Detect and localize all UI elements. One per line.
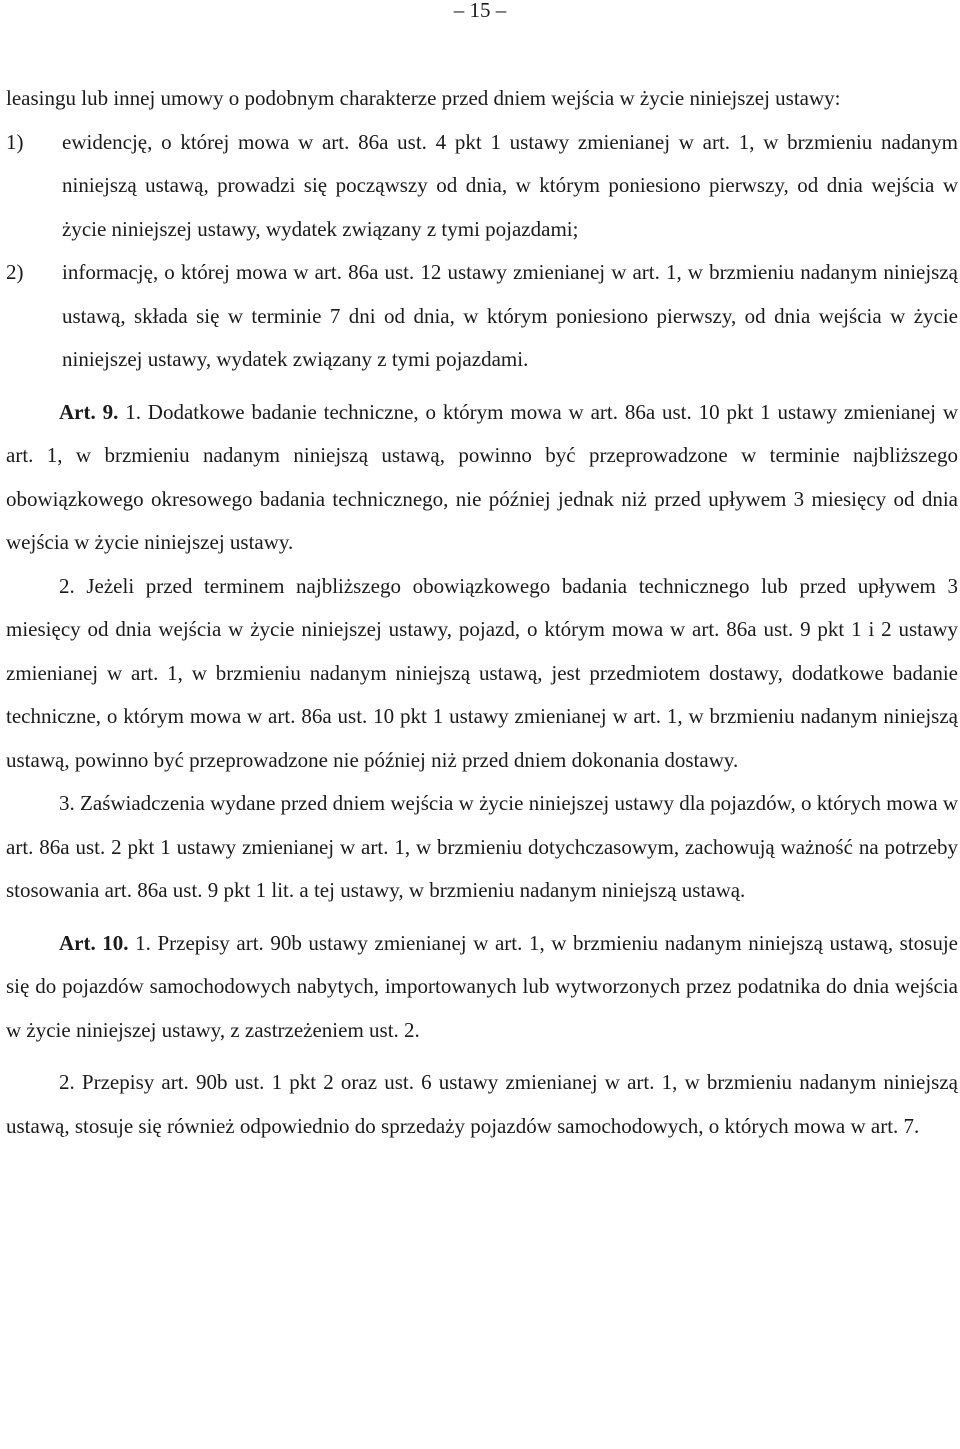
art10-paragraph-1 (6, 922, 958, 1053)
list-item-1 (6, 121, 958, 252)
art9-paragraph-3: 3. Zaświadczenia wydane przed dniem wejścia w życie niniejszej ustawy dla pojazdów, o których mowa w art. 86a ust. 2 pkt 1 ustawy zmienianej w art. 1, w brzmieniu dotychczasowym, zachowują ważność na potrzeby stosowania art. 86a ust. 9 pkt 1 lit. a tej ustawy, w brzmieniu nadanym niniejszą ustawą. (6, 791, 958, 902)
list-item-text: informację, o której mowa w art. 86a ust. 12 ustawy zmienianej w art. 1, w brzmieniu nadanym niniejszą ustawą, składa się w terminie 7 dni od dnia, w którym poniesiono pierwszy, od dnia wejścia w życie niniejszej ustawy, wydatek związany z tymi pojazdami. (62, 260, 958, 371)
lead-paragraph: leasingu lub innej umowy o podobnym charakterze przed dniem wejścia w życie niniejszej ustawy: (6, 86, 841, 110)
list-item-text: ewidencję, o której mowa w art. 86a ust. 4 pkt 1 ustawy zmienianej w art. 1, w brzmieniu nadanym niniejszą ustawą, prowadzi się począwszy od dnia, w którym poniesiono pierwszy, od dnia wejścia w życie niniejszej ustawy, wydatek związany z tymi pojazdami; (62, 129, 958, 241)
list-item-number: 1) (6, 129, 24, 154)
spacer (6, 913, 958, 922)
list-item-2 (6, 251, 958, 382)
spacer (6, 1052, 958, 1061)
art9-paragraph-2: 2. Jeżeli przed terminem najbliższego obowiązkowego badania technicznego lub przed upływem 3 miesięcy od dnia wejścia w życie niniejszej ustawy, pojazd, o którym mowa w art. 86a ust. 9 pkt 1 i 2 ustawy zmienianej w art. 1, w brzmieniu nadanym niniejszą ustawą, jest przedmiotem dostawy, dodatkowe badanie techniczne, o którym mowa w art. 86a ust. 10 pkt 1 ustawy zmienianej w art. 1, w brzmieniu nadanym niniejszą ustawą, powinno być przeprowadzone nie później niż przed dniem dokonania dostawy. (6, 573, 958, 772)
document-body (6, 77, 958, 1148)
page-number: – 15 – (453, 0, 507, 22)
art10-text-1: 1. Przepisy art. 90b ustawy zmienianej w art. 1, w brzmieniu nadanym niniejszą ustawą, stosuje się do pojazdów samochodowych nabytych, importowanych lub wytworzonych przez podatnika do dnia wejścia w życie niniejszej ustawy, z zastrzeżeniem ust. 2. (6, 930, 958, 1042)
art10-paragraph-2: 2. Przepisy art. 90b ust. 1 pkt 2 oraz ust. 6 ustawy zmienianej w art. 1, w brzmieniu nadanym niniejszą ustawą, stosuje się również odpowiednio do sprzedaży pojazdów samochodowych, o których mowa w art. 7. (6, 1070, 958, 1138)
art9-paragraph-1 (6, 391, 958, 565)
art10-label: Art. 10. (59, 930, 129, 955)
art9-text-1: 1. Dodatkowe badanie techniczne, o którym mowa w art. 86a ust. 10 pkt 1 ustawy zmienianej w art. 1, w brzmieniu nadanym niniejszą ustawą, powinno być przeprowadzone w terminie najbliższego obowiązkowego okresowego badania technicznego, nie później jednak niż przed upływem 3 miesięcy od dnia wejścia w życie niniejszej ustawy. (6, 399, 958, 554)
list-item-number: 2) (6, 260, 24, 284)
art9-label: Art. 9. (59, 399, 119, 424)
spacer (6, 382, 958, 391)
